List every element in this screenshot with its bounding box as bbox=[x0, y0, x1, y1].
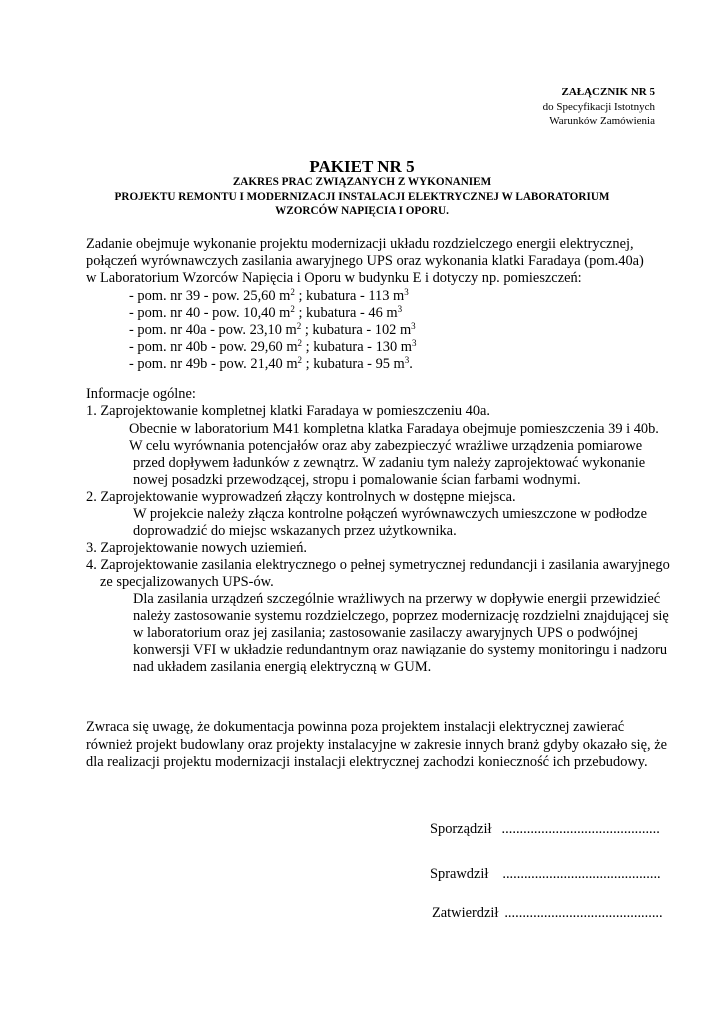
info-item-2-text: W projekcie należy złącza kontrolne połączeń wyrównawczych umieszczone w podłodze bbox=[133, 506, 647, 522]
signature-prepared-label: Sporządził bbox=[430, 821, 492, 837]
info-item-1-text: przed dopływem ładunków z zewnątrz. W zadaniu tym należy zaprojektować wykonanie bbox=[133, 455, 646, 471]
info-item-4: 4. Zaprojektowanie zasilania elektrycznego o pełnej symetrycznej redundancji i zasilania awaryjnego bbox=[86, 557, 670, 573]
intro-line-3: w Laboratorium Wzorców Napięcia i Oporu w budynku E i dotyczy np. pomieszczeń: bbox=[86, 270, 582, 286]
signature-approved-line: ............................................ bbox=[504, 905, 663, 921]
info-item-1: 1. Zaprojektowanie kompletnej klatki Faradaya w pomieszczeniu 40a. bbox=[86, 403, 490, 419]
info-item-3: 3. Zaprojektowanie nowych uziemień. bbox=[86, 540, 307, 556]
signature-prepared-line: ............................................ bbox=[501, 821, 660, 837]
room-item: - pom. nr 40 - pow. 10,40 $m^2$ ; kubatura - 46 $m^3$ bbox=[129, 304, 403, 321]
info-item-4-continuation: ze specjalizowanych UPS-ów. bbox=[100, 574, 274, 590]
signature-checked-label: Sprawdził bbox=[430, 866, 489, 882]
info-item-4-text: konwersji VFI w układzie redundantnym oraz nawiązanie do systemy monitoringu i nadzoru bbox=[133, 642, 668, 658]
note-line-1: Zwraca się uwagę, że dokumentacja powinna poza projektem instalacji elektrycznej zawierać bbox=[86, 719, 625, 735]
signature-checked-line: ............................................ bbox=[502, 866, 661, 882]
attachment-subtitle-line-2: Warunków Zamówienia bbox=[549, 115, 655, 127]
intro-line-1: Zadanie obejmuje wykonanie projektu modernizacji układu rozdzielczego energii elektrycznej, bbox=[86, 236, 634, 252]
signature-approved bbox=[432, 904, 663, 922]
note-line-2: również projekt budowlany oraz projekty instalacyjne w zakresie innych branż gdyby okazało się, że bbox=[86, 737, 668, 753]
signature-prepared bbox=[430, 820, 660, 838]
info-item-4-text: nad układem zasilania energią elektryczną w GUM. bbox=[133, 659, 432, 675]
attachment-title: ZAŁĄCZNIK NR 5 bbox=[561, 86, 655, 98]
info-item-1-text: W celu wyrównania potencjałów oraz aby zabezpieczyć wrażliwe urządzenia pomiarowe bbox=[129, 438, 643, 454]
room-item: - pom. nr 40a - pow. 23,10 $m^2$ ; kubatura - 102 $m^3$ bbox=[129, 321, 416, 338]
intro-line-2: połączeń wyrównawczych zasilania awaryjnego UPS oraz wykonania klatki Faradaya (pom.40a) bbox=[86, 253, 644, 269]
signature-approved-label: Zatwierdził bbox=[432, 905, 499, 921]
info-item-4-text: Dla zasilania urządzeń szczególnie wrażliwych na przerwy w dopływie energii przewidzieć bbox=[133, 591, 661, 607]
room-item: - pom. nr 40b - pow. 29,60 $m^2$ ; kubatura - 130 $m^3$ bbox=[129, 338, 417, 355]
package-title: PAKIET NR 5 bbox=[309, 157, 415, 176]
info-item-2: 2. Zaprojektowanie wyprowadzeń złączy kontrolnych w dostępne miejsca. bbox=[86, 489, 516, 505]
signature-checked bbox=[430, 865, 661, 883]
note-line-3: dla realizacji projektu modernizacji instalacji elektrycznej zachodzi konieczność ich przebudowy. bbox=[86, 754, 648, 770]
info-item-1-text: nowej posadzki przewodzącej, stropu i pomalowanie ścian farbami wodnymi. bbox=[133, 472, 581, 488]
package-subtitle-line-2: PROJEKTU REMONTU I MODERNIZACJI INSTALACJI ELEKTRYCZNEJ W LABORATORIUM bbox=[114, 191, 610, 203]
info-item-2-text: doprowadzić do miejsc wskazanych przez użytkownika. bbox=[133, 523, 457, 539]
info-heading: Informacje ogólne: bbox=[86, 386, 196, 402]
info-item-4-text: w laboratorium oraz jej zasilania; zastosowanie zasilaczy awaryjnych UPS o podwójnej bbox=[133, 625, 639, 641]
info-item-4-text: należy zastosowanie systemu rozdzielczego, poprzez modernizację rozdzielni znajdującej się bbox=[133, 608, 669, 624]
room-item: - pom. nr 39 - pow. 25,60 $m^2$ ; kubatura - 113 $m^3$ bbox=[129, 287, 409, 304]
package-subtitle-line-3: WZORCÓW NAPIĘCIA I OPORU. bbox=[275, 205, 449, 217]
room-item: - pom. nr 49b - pow. 21,40 $m^2$ ; kubatura - 95 $m^3$. bbox=[129, 355, 413, 372]
package-subtitle-line-1: ZAKRES PRAC ZWIĄZANYCH Z WYKONANIEM bbox=[232, 176, 492, 188]
attachment-subtitle-line-1: do Specyfikacji Istotnych bbox=[542, 101, 655, 113]
info-item-1-text: Obecnie w laboratorium M41 kompletna klatka Faradaya obejmuje pomieszczenia 39 i 40b. bbox=[129, 421, 659, 437]
